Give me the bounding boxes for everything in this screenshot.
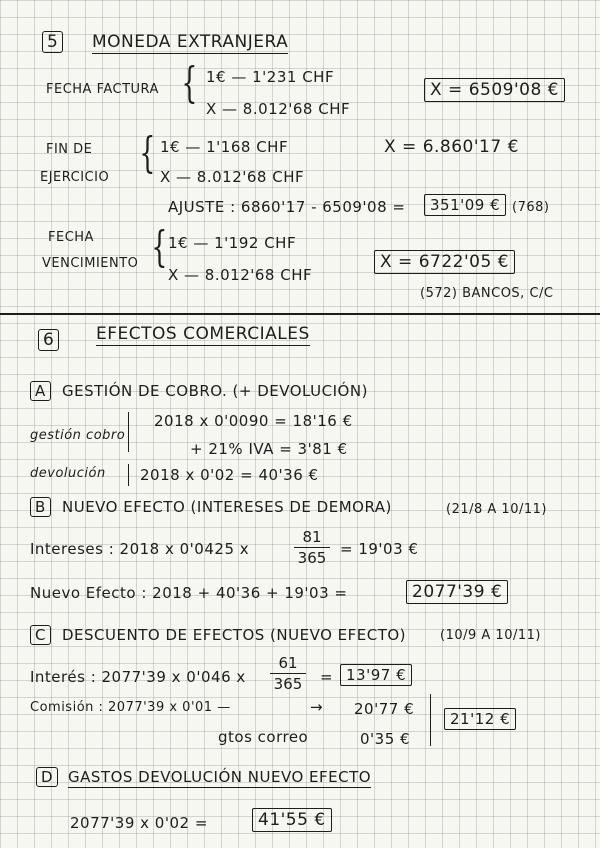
item-c-letter: C <box>30 626 51 644</box>
d-calc: 2077'39 x 0'02 = <box>70 814 208 832</box>
item-d-title: GASTOS DEVOLUCIÓN NUEVO EFECTO <box>68 768 372 786</box>
item-c-dates: (10/9 A 10/11) <box>440 628 541 643</box>
d-result: 41'55 € <box>252 810 332 830</box>
ajuste-result: 351'09 € <box>424 196 506 214</box>
item-b-dates: (21/8 A 10/11) <box>446 502 547 517</box>
item-a-letter: A <box>30 382 51 400</box>
ff-line-2: X — 8.012'68 CHF <box>206 100 351 118</box>
item-b-letter: B <box>30 498 51 516</box>
b-fraction-numerator: 81 <box>302 528 322 546</box>
section-5-number: 5 <box>42 32 63 52</box>
venc-line-2: X — 8.012'68 CHF <box>168 266 313 284</box>
fecha-factura-label: FECHA FACTURA <box>46 82 159 97</box>
vencimiento-label-2: VENCIMIENTO <box>42 256 139 271</box>
fin-result: X = 6.860'17 € <box>384 137 519 157</box>
gestion-cobro-label: gestión cobro <box>30 428 126 443</box>
nuevo-efecto-result: 2077'39 € <box>406 582 508 602</box>
ff-result: X = 6509'08 € <box>424 80 565 100</box>
fin-line-2: X — 8.012'68 CHF <box>160 168 305 186</box>
brace: { <box>139 128 156 177</box>
comision-value: 20'77 € <box>354 700 415 718</box>
bancos-account: (572) BANCOS, C/C <box>420 286 554 301</box>
b-fraction <box>294 528 330 567</box>
fraction-bar <box>294 547 330 548</box>
divider-line <box>128 412 129 452</box>
intereses-result: = 19'03 € <box>340 540 419 558</box>
gtos-correo-label: gtos correo <box>218 728 309 746</box>
c-fraction <box>270 654 306 693</box>
c-total: 21'12 € <box>444 710 516 728</box>
brace: { <box>181 58 198 107</box>
a-line-1: 2018 x 0'0090 = 18'16 € <box>154 412 353 430</box>
arrow-icon: → <box>310 698 324 716</box>
devolucion-label: devolución <box>30 466 106 481</box>
ff-line-1: 1€ — 1'231 CHF <box>206 68 335 86</box>
brace: { <box>151 222 168 271</box>
fin-label-1: FIN DE <box>46 142 93 157</box>
section-5-title: MONEDA EXTRANJERA <box>92 32 289 52</box>
b-fraction-denominator: 365 <box>297 549 327 567</box>
intereses-calc: Intereses : 2018 x 0'0425 x <box>30 540 250 558</box>
ajuste-label: AJUSTE : 6860'17 - 6509'08 = <box>168 198 406 216</box>
bracket-line <box>430 694 431 746</box>
venc-result: X = 6722'05 € <box>374 252 515 272</box>
c-fraction-denominator: 365 <box>273 675 303 693</box>
interes-equals: = <box>320 668 334 686</box>
section-6-number: 6 <box>38 330 59 350</box>
nuevo-efecto-calc: Nuevo Efecto : 2018 + 40'36 + 19'03 = <box>30 584 348 602</box>
interes-calc: Interés : 2077'39 x 0'046 x <box>30 668 246 686</box>
divider-line <box>128 464 129 486</box>
a-line-2: + 21% IVA = 3'81 € <box>190 440 348 458</box>
fin-label-2: EJERCICIO <box>40 170 110 185</box>
item-c-title: DESCUENTO DE EFECTOS (NUEVO EFECTO) <box>62 626 407 644</box>
a-line-3: 2018 x 0'02 = 40'36 € <box>140 466 319 484</box>
item-a-title: GESTIÓN DE COBRO. (+ DEVOLUCIÓN) <box>62 382 368 400</box>
section-divider <box>0 313 600 315</box>
comision-calc: Comisión : 2077'39 x 0'01 — <box>30 700 231 715</box>
section-6-title: EFECTOS COMERCIALES <box>96 324 310 344</box>
ajuste-account: (768) <box>512 200 550 215</box>
c-fraction-numerator: 61 <box>278 654 298 672</box>
item-b-title: NUEVO EFECTO (INTERESES DE DEMORA) <box>62 498 392 516</box>
fin-line-1: 1€ — 1'168 CHF <box>160 138 289 156</box>
interes-result: 13'97 € <box>340 666 412 684</box>
fraction-bar <box>270 673 306 674</box>
vencimiento-label-1: FECHA <box>48 230 94 245</box>
item-d-letter: D <box>36 768 58 786</box>
correo-value: 0'35 € <box>360 730 411 748</box>
venc-line-1: 1€ — 1'192 CHF <box>168 234 297 252</box>
